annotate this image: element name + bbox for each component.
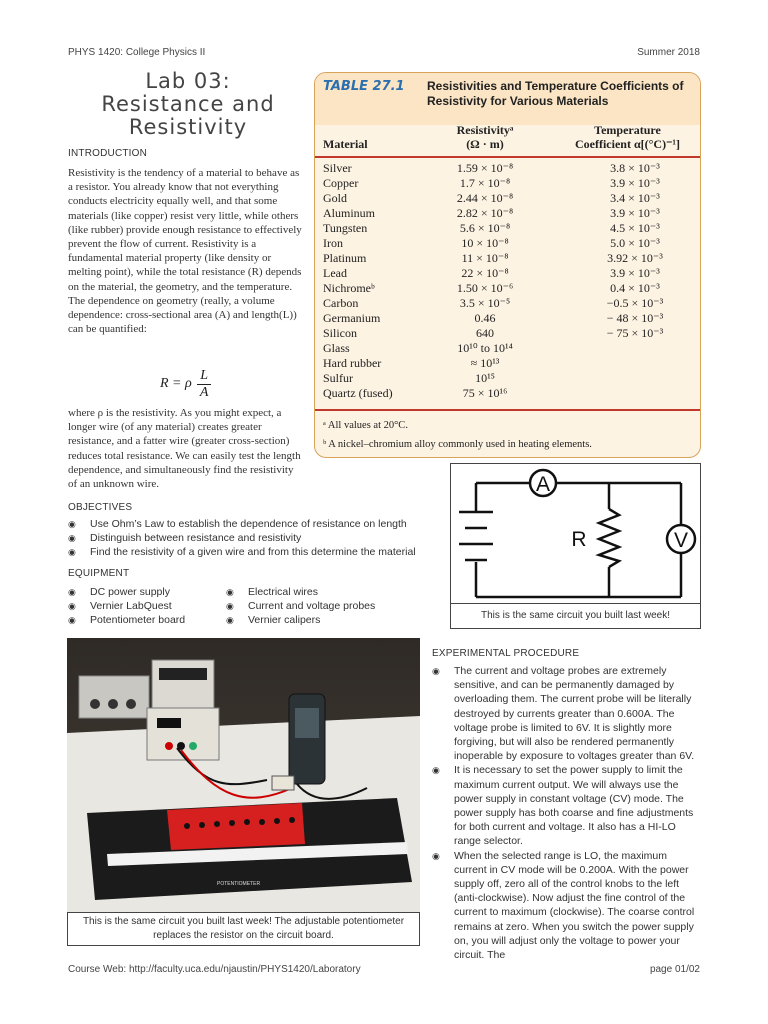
col-resistivity [430,123,540,151]
introduction-paragraph-2 [68,406,304,491]
footnote-a: ᵃ All values at 20°C. [323,420,408,431]
table-cell-material: Aluminum [323,206,376,220]
table-row [315,341,700,356]
list-item: ◉ Vernier LabQuest [68,599,218,613]
col-resistivity-unit: (Ω · m) [466,137,504,151]
list-item: ◉ DC power supply [68,585,218,599]
table-cell-resistivity: 2.44 × 10⁻⁸ [456,191,514,205]
resistivity-table [314,72,701,458]
board-label: POTENTIOMETER [217,881,261,887]
list-item: ◉ Vernier calipers [226,613,426,627]
table-row [315,356,700,371]
table-cell-material: Quartz (fused) [323,386,393,400]
introduction-paragraph-1: Resistivity is the tendency of a material to behave as a resistor. You already know that not everything conducts electricity equally well, and that some materials (like copper) resist very little, while others (like rubber) provide enough resistance to effectively prevent the flow of current. Resistivity is a fundamental material property (like density or melting point), while the total resistance (R) depends on the material, the geometry, and the temperature. The dependence on geometry (really, a volume dependence: cross-sectional area (A) and length(L)) can be quantified: [68,167,302,336]
table-cell-coefficient: 3.9 × 10⁻³ [610,206,660,220]
table-row [315,236,700,251]
course-web-link[interactable]: Course Web: http://faculty.uca.edu/njaustin/PHYS1420/Laboratory [68,964,361,975]
col-temperature-label: Temperature [594,123,661,137]
table-cell-coefficient: 5.0 × 10⁻³ [610,236,660,250]
table-cell-coefficient: 4.5 × 10⁻³ [610,221,660,235]
table-cell-coefficient: − 48 × 10⁻³ [606,311,664,325]
table-cell-coefficient: 0.4 × 10⁻³ [610,281,660,295]
paragraph-2-text: where ρ is the resistivity. As you might expect, a longer wire (of any material) creates greater resistance, and a fatter wire (greater cross-section) reduces total resistance. We can easily test the length dependence, and simultaneously find the resistivity of an unknown wire. [68,407,301,491]
equipment-list-left [68,585,218,627]
table-row [315,266,700,281]
table-row [315,191,700,206]
table-row [315,326,700,341]
list-item: ◉ Electrical wires [226,585,426,599]
table-cell-material: Silver [323,161,352,175]
table-cell-material: Lead [323,266,347,280]
table-cell-material: Germanium [323,311,381,325]
table-cell-coefficient: −0.5 × 10⁻³ [606,296,664,310]
list-item: ◉ Potentiometer board [68,613,218,627]
list-item: ◉ When the selected range is LO, the maximum current in CV mode will be 0.200A. With the power supply off, zero all of the control knobs to the left (anti-clockwise). Now adjust the fine control of the current to maximum (clockwise). The coarse control remains at zero. When you switch the power supply on, you will adjust only the voltage to power your circuit. The [432,849,700,963]
list-item: ◉ Use Ohm’s Law to establish the dependence of resistance on length [68,517,428,531]
table-row [315,221,700,236]
equipment-heading: EQUIPMENT [68,568,130,579]
list-item: ◉ Distinguish between resistance and resistivity [68,531,428,545]
col-resistivity-label: Resistivityᵃ [456,123,514,137]
table-cell-resistivity: ≈ 10¹³ [470,356,500,370]
table-cell-resistivity: 10¹⁰ to 10¹⁴ [457,341,513,355]
table-rule-top [315,156,700,158]
table-cell-material: Iron [323,236,343,250]
objectives-list [68,517,428,559]
list-item: ◉ Current and voltage probes [226,599,426,613]
course-header: PHYS 1420: College Physics II [68,47,206,58]
table-cell-material: Gold [323,191,347,205]
table-cell-material: Platinum [323,251,367,265]
table-cell-resistivity: 1.59 × 10⁻⁸ [456,161,514,175]
circuit-diagram [450,463,701,605]
table-row [315,206,700,221]
table-cell-resistivity: 1.7 × 10⁻⁸ [459,176,511,190]
table-cell-material: Silicon [323,326,358,340]
lab-setup-photo [67,638,420,912]
table-cell-resistivity: 640 [476,326,494,340]
list-item: ◉ It is necessary to set the power supply to limit the maximum current output. We will always use the power supply in constant voltage (CV) mode. The power supply has both coarse and fine adjustments for both current and voltage. It also has a HI-LO range selector. [432,763,700,848]
table-cell-resistivity: 1.50 × 10⁻⁶ [456,281,514,295]
circuit-caption: This is the same circuit you built last week! [450,603,701,629]
circuit-schematic [451,464,700,604]
footnote-b: ᵇ A nickel–chromium alloy commonly used in heating elements. [323,439,592,450]
table-cell-coefficient: − 75 × 10⁻³ [606,326,664,340]
title-line-3: Resistivity [128,115,248,139]
term-header: Summer 2018 [637,47,700,58]
table-row [315,311,700,326]
table-cell-resistivity: 3.5 × 10⁻⁵ [459,296,511,310]
col-coefficient-label: Coefficient α[(°C)⁻¹] [574,137,681,151]
table-cell-material: Copper [323,176,359,190]
table-cell-coefficient: 3.9 × 10⁻³ [610,176,660,190]
table-cell-resistivity: 10 × 10⁻⁸ [461,236,509,250]
introduction-heading: INTRODUCTION [68,148,148,159]
table-rule-bottom [315,409,700,411]
procedure-list [432,664,700,962]
ammeter-label: A [535,473,551,496]
table-row [315,161,700,176]
table-cell-material: Tungsten [323,221,368,235]
objectives-heading: OBJECTIVES [68,502,133,513]
table-cell-material: Hard rubber [323,356,382,370]
list-item: ◉ The current and voltage probes are extremely sensitive, and can be permanently damaged by overloading them. The current probe will be literally destroyed by currents greater than 0.600A. The voltage probe is limited to 6V. It is slightly more forgiving, but will also be rendered permanently inoperable by exposure to voltages greater than 6V. [432,664,700,763]
table-title: Resistivities and Temperature Coefficients of Resistivity for Various Materials [427,79,684,108]
table-cell-material: Carbon [323,296,359,310]
table-cell-resistivity: 5.6 × 10⁻⁸ [459,221,511,235]
table-row [315,251,700,266]
table-row [315,281,700,296]
list-item: ◉ Find the resistivity of a given wire and from this determine the material [68,545,428,559]
page-title [68,70,308,139]
table-cell-resistivity: 11 × 10⁻⁸ [461,251,509,265]
table-cell-material: Nichromeᵇ [323,281,375,295]
formula-numerator: L [197,368,211,385]
table-row [315,386,700,401]
resistance-formula [160,368,211,401]
col-temperature [560,123,695,151]
lab-setup-illustration [67,638,420,912]
table-row [315,296,700,311]
table-cell-material: Glass [323,341,350,355]
title-line-1: Lab 03: [145,69,231,93]
table-cell-material: Sulfur [323,371,353,385]
table-cell-resistivity: 2.82 × 10⁻⁸ [456,206,514,220]
resistor-label: R [571,528,587,551]
formula-denominator: A [199,385,209,400]
col-material: Material [323,137,368,151]
procedure-heading: EXPERIMENTAL PROCEDURE [432,648,580,659]
table-cell-coefficient: 3.9 × 10⁻³ [610,266,660,280]
page-number: page 01/02 [649,964,700,975]
table-row [315,176,700,191]
table-cell-resistivity: 10¹⁵ [475,371,495,385]
voltmeter-label: V [673,529,689,552]
table-cell-coefficient: 3.92 × 10⁻³ [607,251,663,265]
table-tag: TABLE 27.1 [323,79,405,94]
equipment-list-right [226,585,426,627]
formula-lhs: R = ρ [160,376,192,391]
title-line-2: Resistance and [101,92,275,116]
table-cell-resistivity: 0.46 [474,311,496,325]
table-row [315,371,700,386]
table-cell-coefficient: 3.8 × 10⁻³ [610,161,660,175]
table-cell-resistivity: 75 × 10¹⁶ [462,386,508,400]
photo-caption: This is the same circuit you built last week! The adjustable potentiometer replaces the resistor on the circuit board. [67,912,420,946]
table-cell-resistivity: 22 × 10⁻⁸ [461,266,509,280]
table-cell-coefficient: 3.4 × 10⁻³ [610,191,660,205]
